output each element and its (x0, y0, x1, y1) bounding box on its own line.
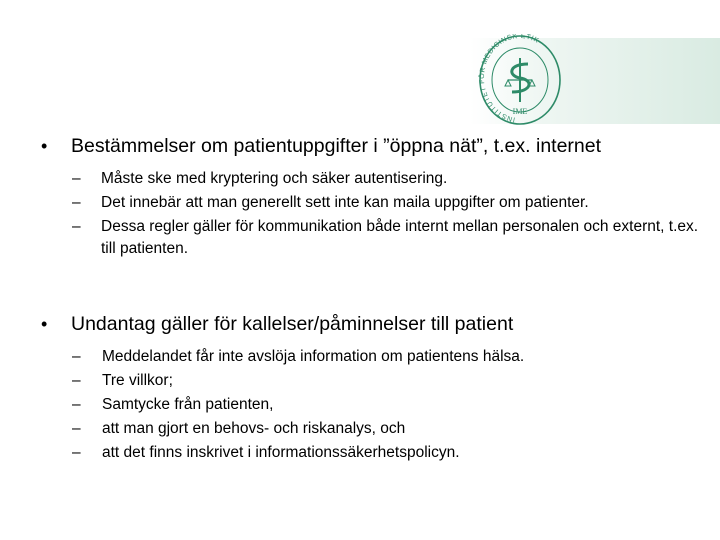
sub-item-text: Tre villkor; (102, 372, 173, 389)
institute-seal-logo-icon (478, 34, 562, 126)
dash-marker: – (72, 372, 81, 389)
sub-item-text: Måste ske med kryptering och säker autentisering. (101, 170, 448, 187)
bullet-heading-row (0, 132, 720, 162)
bullet-dot: • (41, 314, 48, 334)
sub-item (0, 394, 720, 416)
bullet-heading-row (0, 310, 720, 340)
sub-item (0, 192, 720, 214)
sub-item (0, 346, 720, 368)
sub-list (0, 346, 720, 464)
dash-marker: – (72, 194, 81, 211)
dash-marker: – (72, 218, 81, 235)
dash-marker: – (72, 444, 81, 461)
sub-item-text: Det innebär att man generellt sett inte kan maila uppgifter om patienter. (101, 194, 589, 211)
section-patient-data-rules (0, 132, 720, 262)
sub-item-text: Samtycke från patienten, (102, 396, 274, 413)
section-exceptions (0, 310, 720, 466)
sub-item-text: Dessa regler gäller för kommunikation både internt mellan personalen och externt, t.ex. till patienten. (101, 218, 699, 257)
bullet-dot: • (41, 136, 48, 156)
institute-seal-logo (478, 34, 562, 126)
bullet-heading: Undantag gäller för kallelser/påminnelser till patient (71, 313, 514, 335)
dash-marker: – (72, 396, 81, 413)
sub-item (0, 216, 720, 260)
sub-item (0, 168, 720, 190)
svg-text:IME: IME (512, 107, 528, 116)
sub-item-text: att man gjort en behovs- och riskanalys, och (102, 420, 406, 437)
bullet-heading: Bestämmelser om patientuppgifter i ”öppna nät”, t.ex. internet (71, 135, 602, 157)
sub-item (0, 418, 720, 440)
dash-marker: – (72, 170, 81, 187)
svg-text:INSTITUTET FÖR MEDICINSK ETIK: INSTITUTET FÖR MEDICINSK ETIK (478, 34, 541, 123)
dash-marker: – (72, 348, 81, 365)
sub-item (0, 442, 720, 464)
sub-item-text: att det finns inskrivet i informationssäkerhetspolicyn. (102, 444, 460, 461)
sub-list (0, 168, 720, 260)
sub-item-text: Meddelandet får inte avslöja information om patientens hälsa. (102, 348, 525, 365)
sub-item (0, 370, 720, 392)
dash-marker: – (72, 420, 81, 437)
